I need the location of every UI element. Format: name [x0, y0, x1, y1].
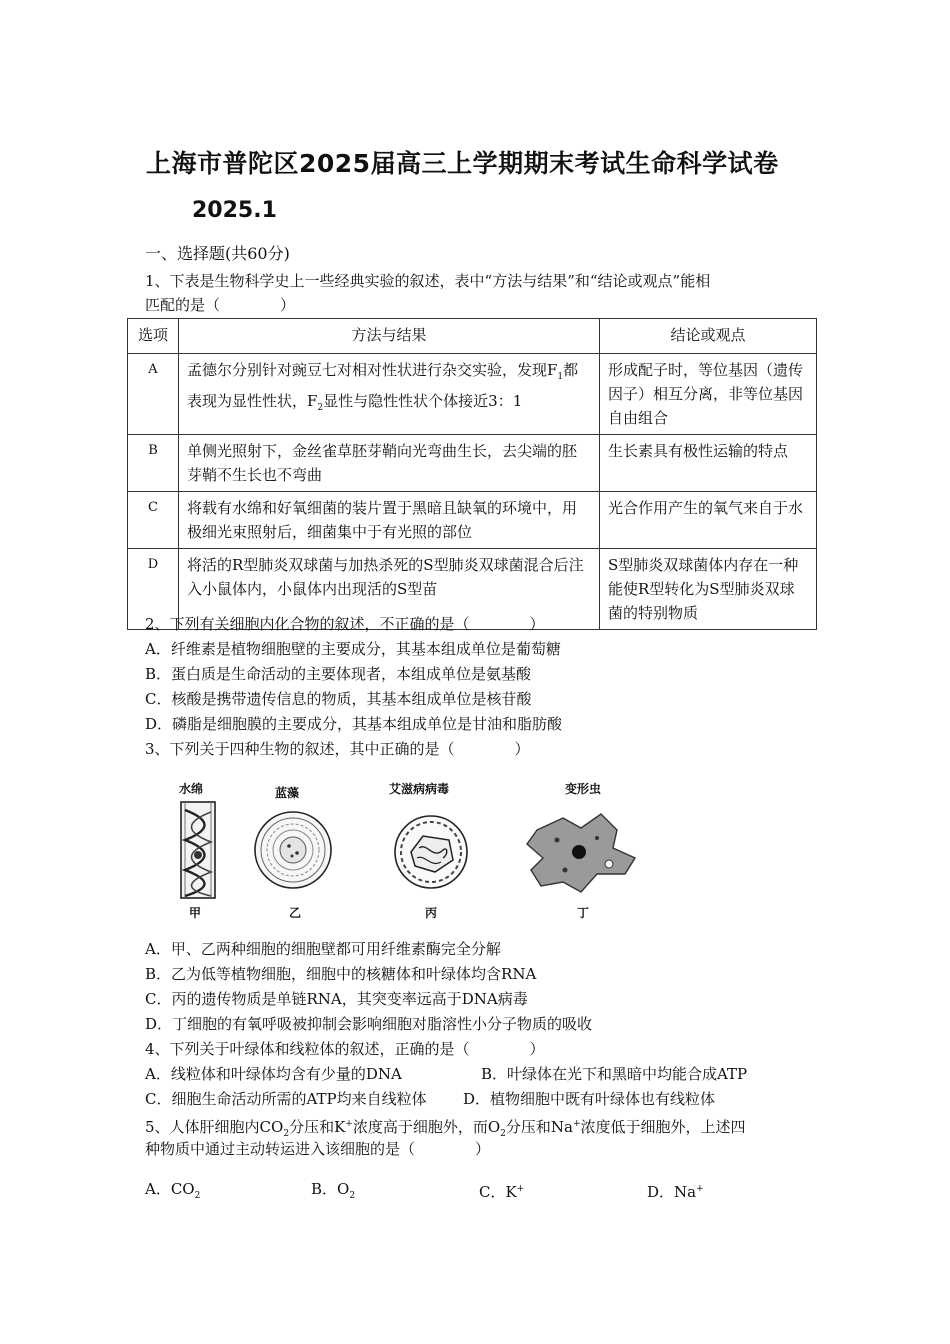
cyanobacteria-icon	[255, 812, 331, 888]
figure-title-spirogyra: 水绵	[179, 782, 204, 796]
row-option: B	[128, 435, 179, 492]
figure-label-ding: 丁	[577, 906, 590, 920]
row-conclusion: 形成配子时，等位基因（遗传因子）相互分离，非等位基因自由组合	[600, 354, 817, 435]
q5-text: 浓度高于细胞外，而O	[352, 1118, 501, 1136]
row-conclusion: S型肺炎双球菌体内存在一种能使R型转化为S型肺炎双球菌的特别物质	[600, 549, 817, 630]
figure-title-cyanobacteria: 蓝藻	[275, 786, 300, 800]
q4-stem: 4、下列关于叶绿体和线粒体的叙述，正确的是（ ）	[145, 1040, 545, 1058]
q1-stem-line2: 匹配的是（ ）	[145, 296, 296, 314]
row-option: C	[128, 492, 179, 549]
row-method: 单侧光照射下，金丝雀草胚芽鞘向光弯曲生长，去尖端的胚芽鞘不生长也不弯曲	[179, 435, 600, 492]
q4-option-d: D．植物细胞中既有叶绿体也有线粒体	[463, 1090, 716, 1108]
q1-table	[127, 318, 817, 630]
q4-option-c: C．细胞生命活动所需的ATP均来自线粒体	[145, 1090, 427, 1108]
q5-text: 分压和K	[289, 1118, 346, 1136]
option-text: A．CO	[145, 1180, 195, 1198]
q2-option-d: D．磷脂是细胞膜的主要成分，其基本组成单位是甘油和脂肪酸	[145, 715, 563, 733]
header-conclusion: 结论或观点	[600, 319, 817, 354]
q3-option-c: C．丙的遗传物质是单链RNA，其突变率远高于DNA病毒	[145, 990, 528, 1008]
row-option: A	[128, 354, 179, 435]
q5-option-b	[311, 1178, 355, 1207]
table-row	[128, 435, 817, 492]
header-method: 方法与结果	[179, 319, 600, 354]
q5-stem-line2: 种物质中通过主动转运进入该细胞的是（ ）	[145, 1140, 491, 1158]
header-option: 选项	[128, 319, 179, 354]
option-text: D．Na	[647, 1183, 697, 1201]
amoeba-icon	[527, 814, 635, 892]
q5-text: 浓度低于细胞外，上述四	[580, 1118, 746, 1136]
q2-stem: 2、下列有关细胞内化合物的叙述，不正确的是（ ）	[145, 615, 545, 633]
table-row	[128, 354, 817, 435]
q1-stem-line1: 1、下表是生物科学史上一些经典实验的叙述，表中“方法与结果”和“结论或观点”能相	[145, 272, 711, 290]
section-heading: 一、选择题(共60分)	[145, 244, 290, 263]
figure-label-yi: 乙	[289, 906, 302, 920]
method-text: 孟德尔分别针对豌豆七对相对性状进行杂交实验，发现F	[187, 361, 558, 379]
superscript: +	[516, 1184, 525, 1194]
q2-option-a: A．纤维素是植物细胞壁的主要成分，其基本组成单位是葡萄糖	[145, 640, 561, 658]
q5-option-d	[647, 1178, 704, 1203]
row-conclusion: 生长素具有极性运输的特点	[600, 435, 817, 492]
superscript: +	[572, 1119, 581, 1129]
q3-option-d: D．丁细胞的有氧呼吸被抑制会影响细胞对脂溶性小分子物质的吸收	[145, 1015, 593, 1033]
q4-option-a: A．线粒体和叶绿体均含有少量的DNA	[145, 1065, 402, 1083]
q3-option-b: B．乙为低等植物细胞，细胞中的核糖体和叶绿体均含RNA	[145, 965, 537, 983]
exam-date: 2025.1	[192, 198, 277, 223]
superscript: +	[696, 1184, 704, 1194]
superscript: +	[345, 1119, 353, 1129]
q5-text: 5、人体肝细胞内CO	[145, 1118, 284, 1136]
method-text: 显性与隐性性状个体接近3：1	[323, 392, 523, 410]
subscript: 2	[500, 1129, 506, 1139]
organism-illustrations	[165, 778, 685, 923]
row-method: 将载有水绵和好氧细菌的装片置于黑暗且缺氧的环境中，用极细光束照射后，细菌集中于有光照的部位	[179, 492, 600, 549]
q4-option-b: B．叶绿体在光下和黑暗中均能合成ATP	[481, 1065, 748, 1083]
q2-option-c: C．核酸是携带遗传信息的物质，其基本组成单位是核苷酸	[145, 690, 532, 708]
q3-figure	[165, 778, 685, 923]
hiv-icon	[395, 816, 467, 888]
row-conclusion: 光合作用产生的氧气来自于水	[600, 492, 817, 549]
row-method: 将活的R型肺炎双球菌与加热杀死的S型肺炎双球菌混合后注入小鼠体内，小鼠体内出现活的S型苗	[179, 549, 600, 630]
q5-option-a	[145, 1178, 200, 1207]
subscript: 2	[283, 1129, 290, 1139]
option-text: B．O	[311, 1180, 350, 1198]
figure-title-amoeba: 变形虫	[565, 782, 602, 796]
subscript: 2	[349, 1191, 356, 1201]
spirogyra-icon	[181, 802, 215, 898]
row-option: D	[128, 549, 179, 630]
row-method	[179, 354, 600, 435]
exam-title: 上海市普陀区2025届高三上学期期末考试生命科学试卷	[146, 149, 779, 178]
q5-option-c	[479, 1178, 524, 1203]
subscript: 2	[194, 1191, 201, 1201]
q3-stem: 3、下列关于四种生物的叙述，其中正确的是（ ）	[145, 740, 530, 758]
q2-option-b: B．蛋白质是生命活动的主要体现者，本组成单位是氨基酸	[145, 665, 532, 683]
table-row	[128, 492, 817, 549]
option-text: C．K	[479, 1183, 517, 1201]
subscript: 2	[317, 403, 324, 413]
figure-label-bing: 丙	[425, 906, 438, 920]
subscript: 1	[557, 372, 564, 382]
method-text: 都表现为显性性状，F	[187, 361, 579, 410]
figure-label-jia: 甲	[189, 906, 202, 920]
figure-title-hiv: 艾滋病病毒	[389, 782, 450, 796]
q5-text: 分压和Na	[505, 1118, 573, 1136]
q3-option-a: A．甲、乙两种细胞的细胞壁都可用纤维素酶完全分解	[145, 940, 501, 958]
table-header-row	[128, 319, 817, 354]
